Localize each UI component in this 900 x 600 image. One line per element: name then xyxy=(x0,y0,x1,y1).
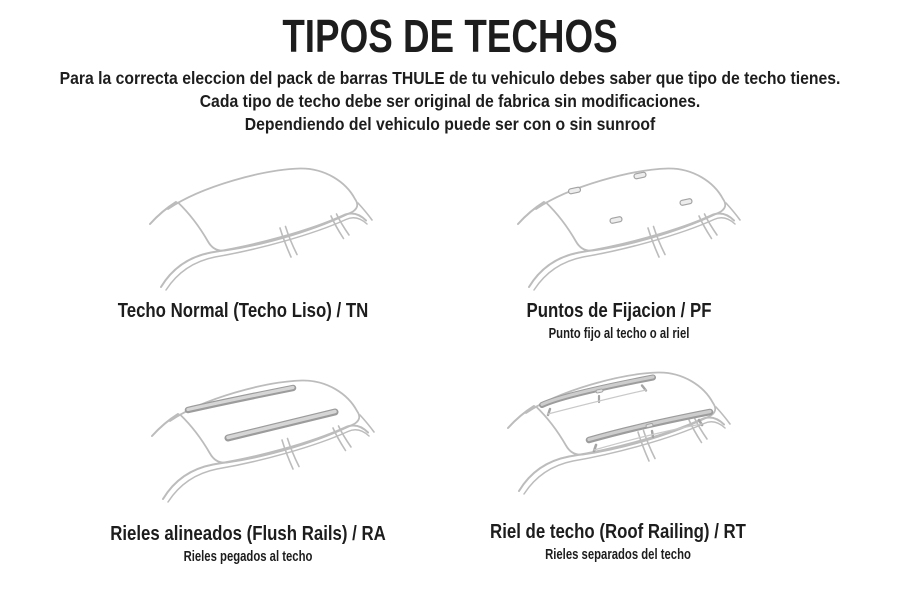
roof-type-rt-sublabel: Rieles separados del techo xyxy=(545,547,691,563)
raised-rails-roof-illustration xyxy=(504,364,754,496)
roof-type-ra-label: Rieles alineados (Flush Rails) / RA xyxy=(110,522,386,545)
intro-line-1: Para la correcta eleccion del pack de barras THULE de tu vehiculo debes saber que tipo de techo tienes. xyxy=(59,68,841,88)
intro-line-3: Dependiendo del vehiculo puede ser con o sin sunroof xyxy=(244,114,656,134)
roof-type-ra xyxy=(48,522,448,566)
intro-text xyxy=(0,67,900,136)
roof-type-pf-sublabel: Punto fijo al techo o al riel xyxy=(548,326,690,342)
roof-railing-icons xyxy=(542,377,710,451)
flush-rails-roof-illustration xyxy=(148,372,398,504)
flush-rail-icons xyxy=(188,388,335,439)
page-title: TIPOS DE TECHOS xyxy=(282,10,618,62)
fixed-points-roof-illustration xyxy=(514,160,764,292)
roof-type-rt xyxy=(418,520,818,564)
roof-type-rt-label: Riel de techo (Roof Railing) / RT xyxy=(490,520,746,543)
roof-type-ra-sublabel: Rieles pegados al techo xyxy=(183,549,313,565)
roof-type-tn-label: Techo Normal (Techo Liso) / TN xyxy=(117,299,369,322)
roof-type-pf xyxy=(419,299,819,343)
fix-point-icons xyxy=(568,172,692,224)
smooth-roof-illustration xyxy=(146,160,396,292)
roof-type-tn xyxy=(43,299,443,323)
roof-type-pf-label: Puntos de Fijacion / PF xyxy=(526,299,712,322)
intro-line-2: Cada tipo de techo debe ser original de fabrica sin modificaciones. xyxy=(199,91,701,111)
